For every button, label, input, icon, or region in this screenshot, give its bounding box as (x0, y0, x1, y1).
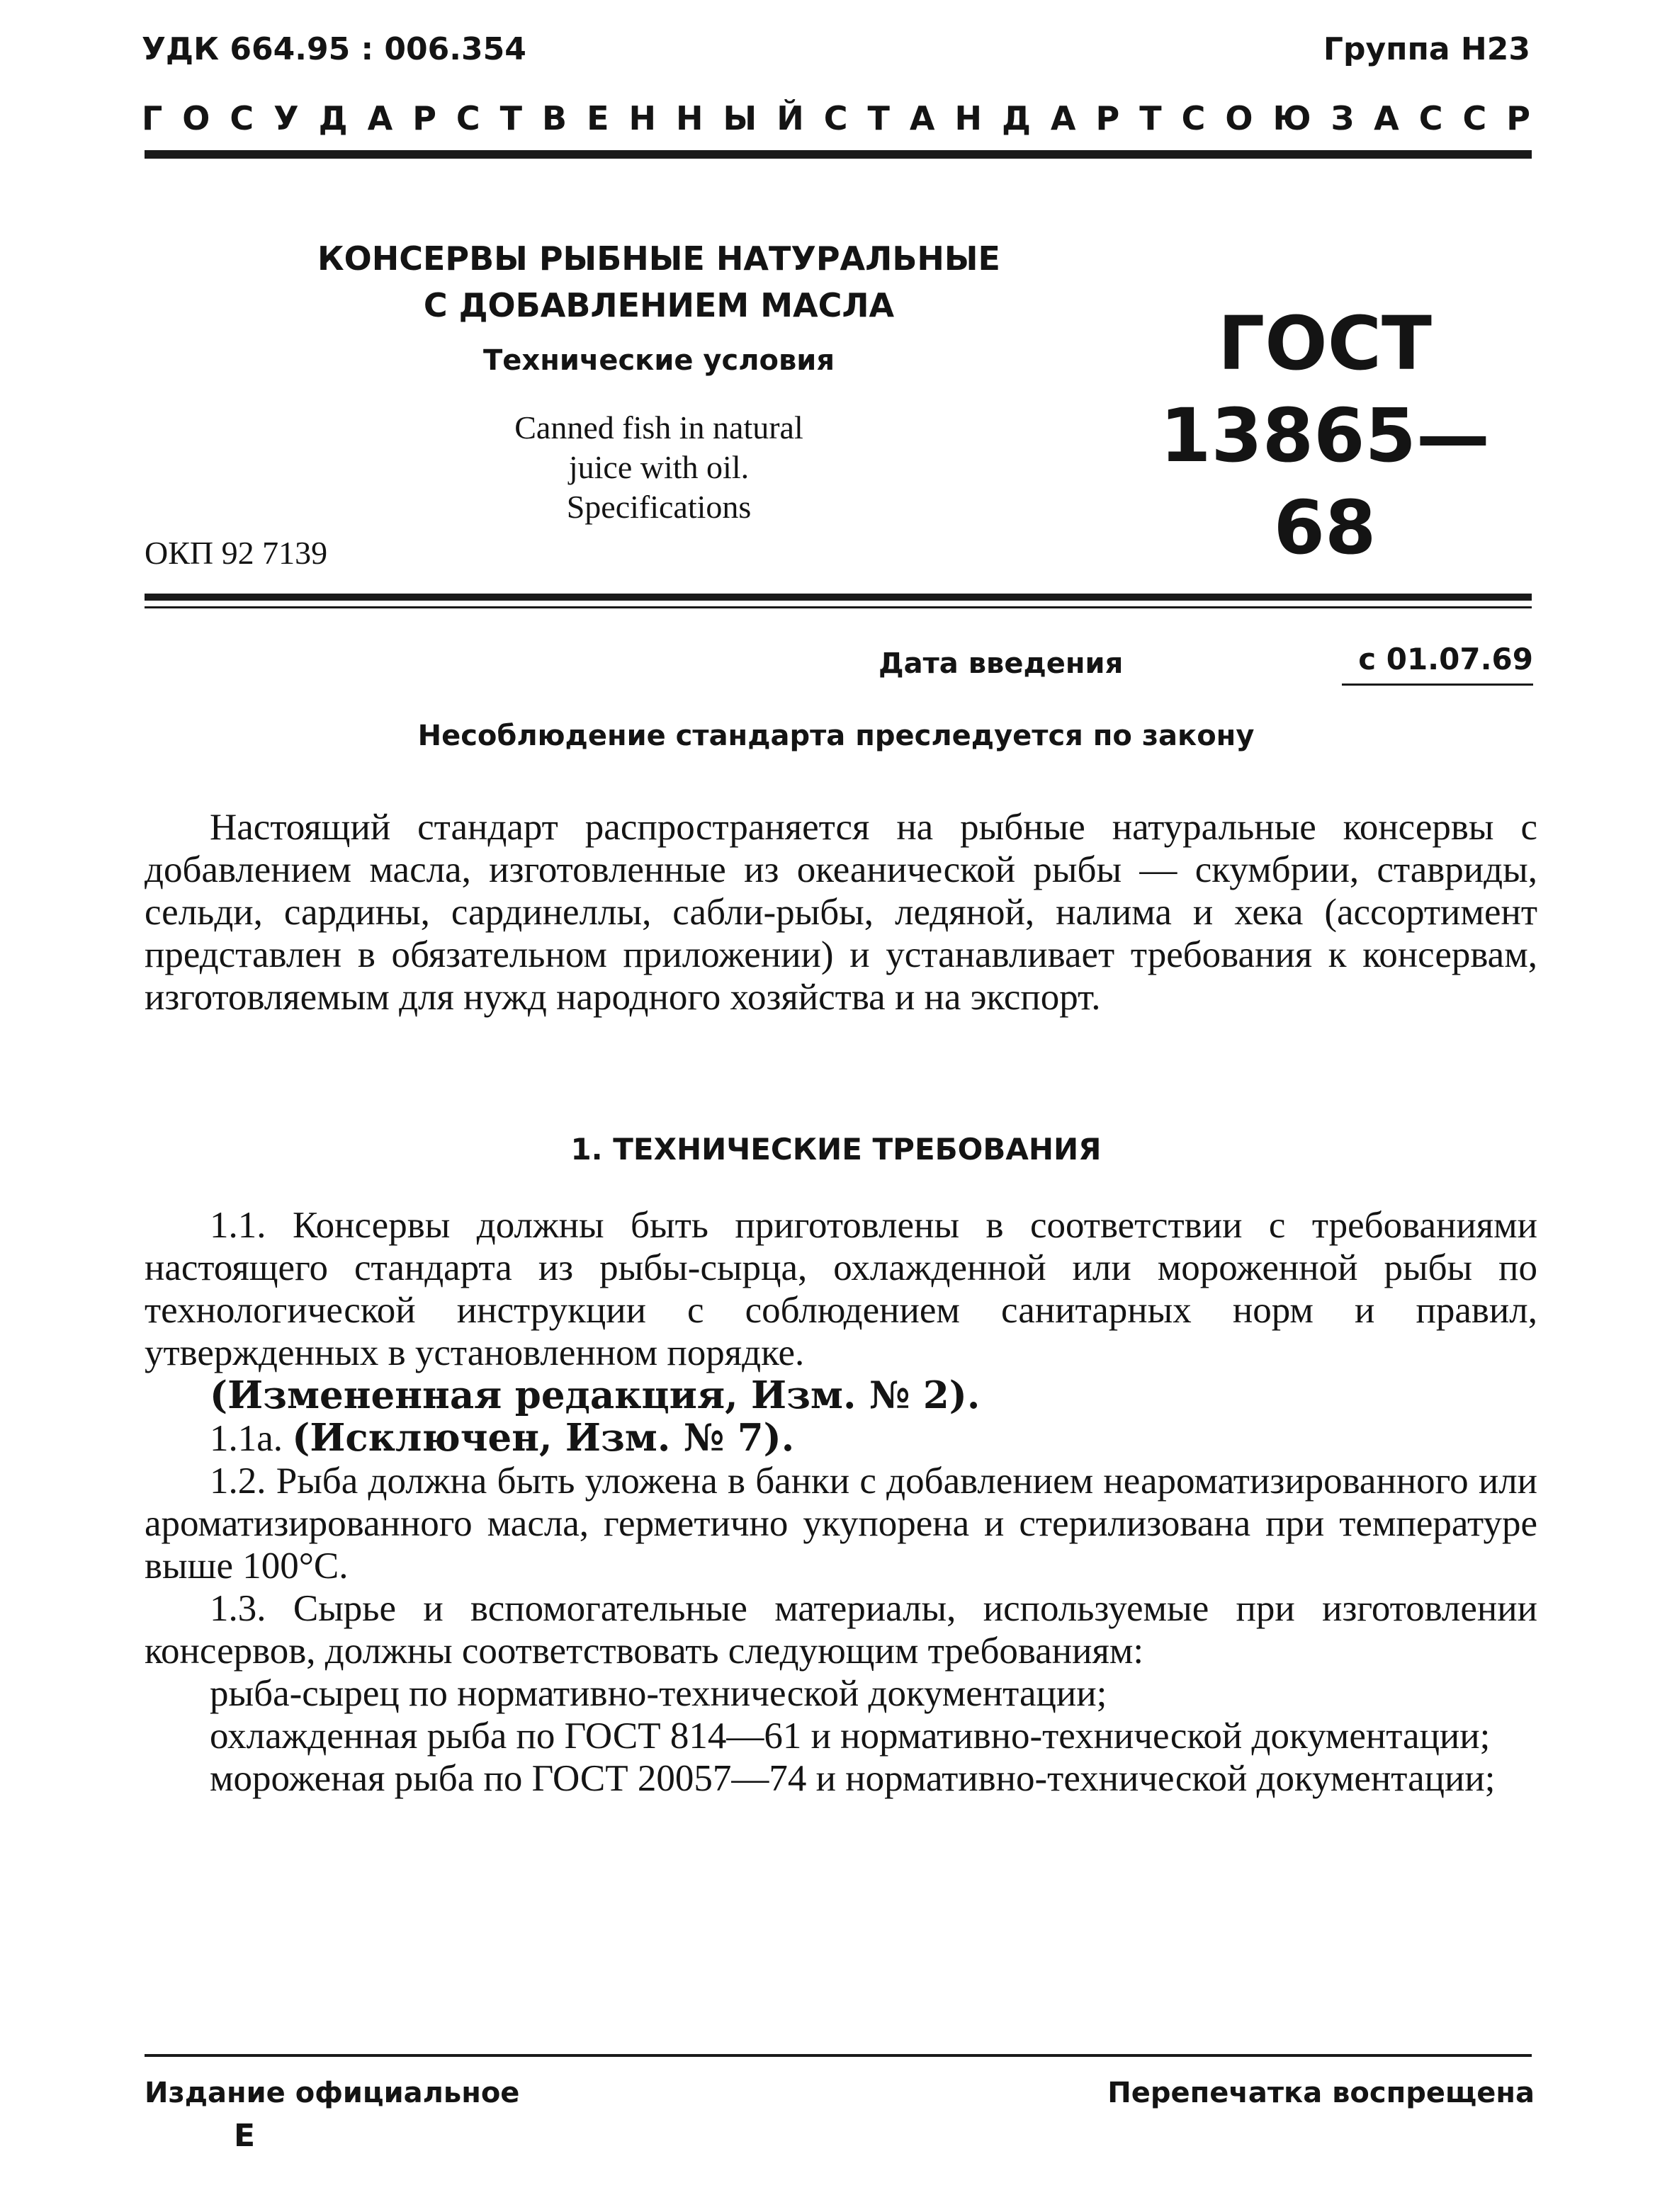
official-edition: Издание официальное (145, 2077, 520, 2109)
amendment-note: (Исключен, Изм. № 7). (292, 1416, 795, 1460)
title-rule-thin (145, 606, 1532, 608)
gost-code: 13865—68 (1160, 392, 1490, 571)
item-1-1: 1.1. Консервы должны быть приготовлены в соответствии с требованиями настоящего стандарта из рыбы-сырца, охлажденной или мороженной рыбы по технологической инструкции с соблюдением санитарных норм и правил, утвержденных в установленном порядке. (145, 1205, 1537, 1373)
section-body (145, 1204, 1537, 1800)
amendment-note: (Измененная редакция, Изм. № 2). (210, 1373, 981, 1417)
title-line: КОНСЕРВЫ РЫБНЫЕ НАТУРАЛЬНЫЕ (317, 239, 1000, 278)
date-value: с 01.07.69 (1342, 642, 1533, 686)
date-label: Дата введения (879, 647, 1124, 680)
okp-code: ОКП 92 7139 (145, 535, 328, 571)
group-code: Группа Н23 (1323, 31, 1530, 67)
requirement-item: рыба-сырец по нормативно-технической документации; (210, 1673, 1107, 1714)
item-number: 1.1а. (210, 1418, 283, 1459)
intro-paragraph: Настоящий стандарт распространяется на рыбные натуральные консервы с добавлением масла, изготовленные из океанической рыбы — скумбрии, ставриды, сельди, сардины, сардинеллы, сабли-рыбы, ледяной, налима и хека (ассортимент представлен в обязательном приложении) и устанавливает требования к консервам, изготовляемым для нужд народного хозяйства и на экспорт. (145, 807, 1537, 1018)
udk-code: УДК 664.95 : 006.354 (142, 31, 526, 67)
document-title (227, 235, 1091, 329)
item-1-1a (145, 1417, 1537, 1460)
section-title: 1. ТЕХНИЧЕСКИЕ ТРЕБОВАНИЯ (570, 1132, 1102, 1167)
banner-word: ССР (1418, 99, 1550, 137)
item-1-3: 1.3. Сырье и вспомогательные материалы, используемые при изготовлении консервов, должны соответствовать следующим требованиям: (145, 1588, 1537, 1672)
standard-banner (142, 99, 1550, 137)
law-warning: Несоблюдение стандарта преследуется по закону (417, 720, 1255, 752)
reprint-prohibited: Перепечатка воспрещена (1107, 2077, 1535, 2109)
banner-word: СТАНДАРТ (823, 99, 1182, 137)
gost-number (1112, 297, 1537, 574)
footer-rule (145, 2054, 1532, 2057)
title-line: С ДОБАВЛЕНИЕМ МАСЛА (423, 286, 895, 324)
english-title-line: Canned fish in natural (514, 409, 803, 446)
header-rule (145, 150, 1532, 159)
banner-word: ГОСУДАРСТВЕННЫЙ (142, 99, 824, 137)
gost-label: ГОСТ (1218, 300, 1432, 387)
document-subtitle: Технические условия (483, 344, 835, 377)
english-title-line: Specifications (566, 489, 752, 525)
requirement-item: охлажденная рыба по ГОСТ 814—61 и нормативно-технической документации; (210, 1715, 1491, 1757)
requirement-item: мороженая рыба по ГОСТ 20057—74 и нормативно-технической документации; (210, 1758, 1496, 1799)
banner-word: СОЮЗА (1181, 99, 1419, 137)
edition-letter: Е (234, 2118, 256, 2154)
english-title (227, 408, 1091, 527)
item-1-2: 1.2. Рыба должна быть уложена в банки с добавлением неароматизированного или ароматизированного масла, герметично укупорена и стерилизована при температуре выше 100°С. (145, 1461, 1537, 1587)
english-title-line: juice with oil. (568, 449, 750, 485)
intro-paragraph-block (145, 806, 1537, 1019)
title-rule (145, 594, 1532, 601)
